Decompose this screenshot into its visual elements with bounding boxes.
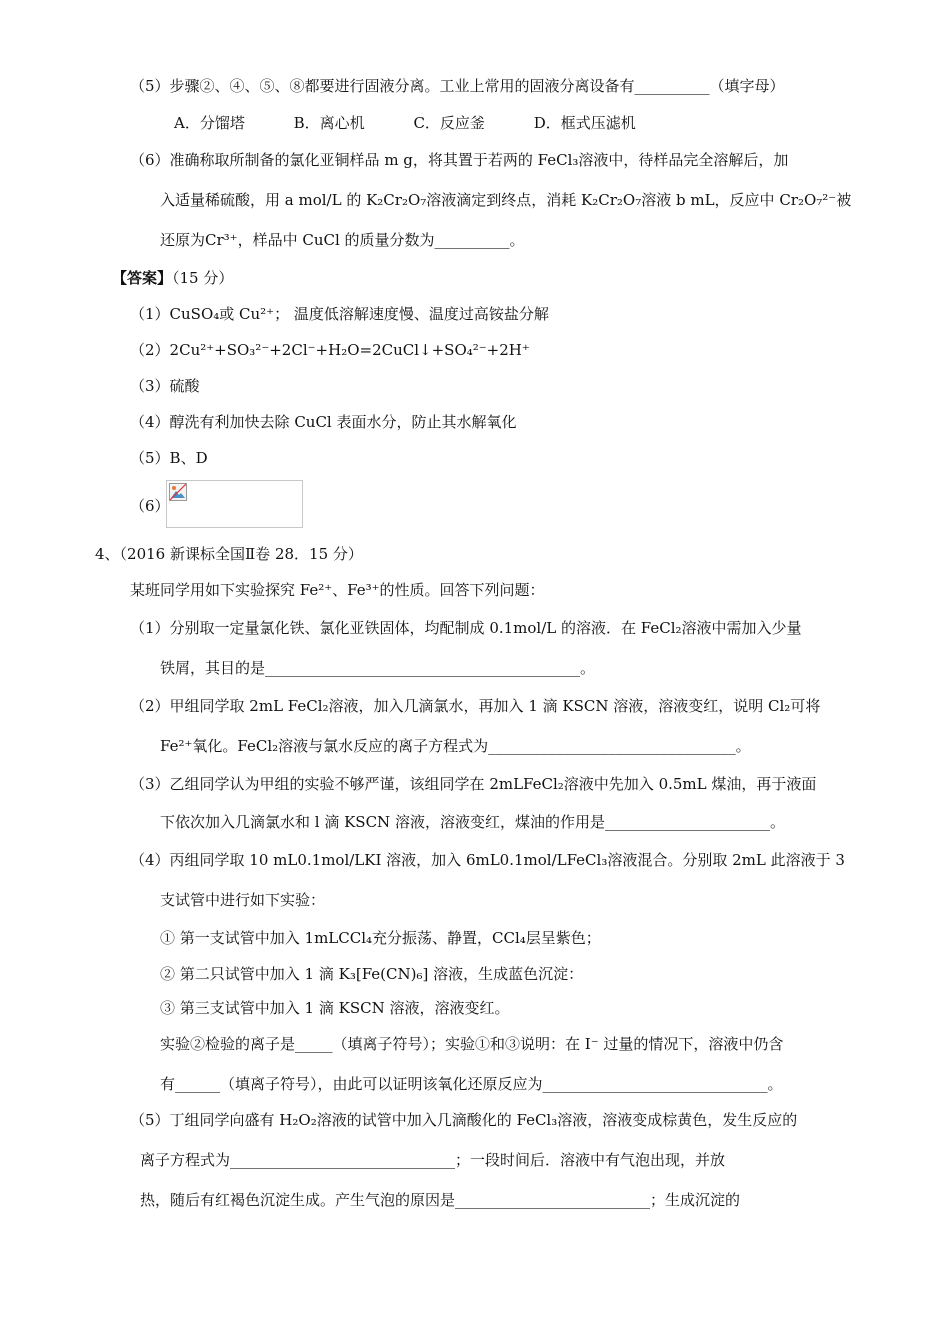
q6-line-2: 入适量稀硫酸，用 a mol/L 的 K₂Cr₂O₇溶液滴定到终点，消耗 K₂Cr₂O₇溶液 b mL，反应中 Cr₂O₇²⁻被 xyxy=(160,191,852,209)
q4-line-9: ① 第一支试管中加入 1mLCCl₄充分振荡、静置，CCl₄层呈紫色； xyxy=(160,929,601,947)
question-4-intro: 某班同学用如下实验探究 Fe²⁺、Fe³⁺的性质。回答下列问题： xyxy=(130,581,545,599)
q4-line-8: 支试管中进行如下实验： xyxy=(160,891,326,909)
q4-line-4: Fe²⁺氧化。FeCl₂溶液与氯水反应的离子方程式为_________________________________。 xyxy=(160,737,751,755)
q4-line-10: ② 第二只试管中加入 1 滴 K₃[Fe(CN)₆] 溶液，生成蓝色沉淀： xyxy=(160,965,584,983)
q4-line-7: （4）丙组同学取 10 mL0.1mol/LKI 溶液，加入 6mL0.1mol/LFeCl₃溶液混合。分别取 2mL 此溶液于 3 xyxy=(130,851,845,869)
q4-line-11: ③ 第三支试管中加入 1 滴 KSCN 溶液，溶液变红。 xyxy=(160,999,510,1017)
answer-label: 【答案】 xyxy=(112,269,173,287)
option-c: C．反应釜 xyxy=(413,114,485,132)
answer-points: （15 分） xyxy=(172,269,234,287)
q6-line-1: （6）准确称取所制备的氯化亚铜样品 m g，将其置于若两的 FeCl₃溶液中，待样品完全溶解后，加 xyxy=(130,151,789,169)
option-d: D．框式压滤机 xyxy=(533,114,636,132)
q4-line-15: 离子方程式为______________________________；一段时间后．溶液中有气泡出现，并放 xyxy=(140,1151,726,1169)
q4-line-3: （2）甲组同学取 2mL FeCl₂溶液，加入几滴氯水，再加入 1 滴 KSCN 溶液，溶液变红，说明 Cl₂可将 xyxy=(130,697,821,715)
q4-line-13: 有______（填离子符号），由此可以证明该氧化还原反应为______________________________。 xyxy=(160,1075,783,1093)
broken-image-icon xyxy=(169,483,187,501)
q4-line-12: 实验②检验的离子是_____（填离子符号）；实验①和③说明：在 I⁻ 过量的情况下，溶液中仍含 xyxy=(160,1035,784,1053)
q4-line-14: （5）丁组同学向盛有 H₂O₂溶液的试管中加入几滴酸化的 FeCl₃溶液，溶液变成棕黄色，发生反应的 xyxy=(130,1111,798,1129)
option-b: B．离心机 xyxy=(293,114,365,132)
answer-image-placeholder xyxy=(166,480,303,528)
question-4-header: 4、（2016 新课标全国Ⅱ卷 28．15 分） xyxy=(95,545,363,563)
q4-line-16: 热，随后有红褐色沉淀生成。产生气泡的原因是__________________________；生成沉淀的 xyxy=(140,1191,741,1209)
q4-line-2: 铁屑，其目的是__________________________________________。 xyxy=(160,659,596,677)
option-a: A．分馏塔 xyxy=(174,114,245,132)
answer-item-3: （3）硫酸 xyxy=(130,377,200,395)
answer-item-5: （5）B、D xyxy=(130,449,208,467)
answer-item-4: （4）醇洗有利加快去除 CuCl 表面水分，防止其水解氧化 xyxy=(130,413,517,431)
answer-item-2: （2）2Cu²⁺+SO₃²⁻+2Cl⁻+H₂O=2CuCl↓+SO₄²⁻+2H⁺ xyxy=(130,341,530,359)
answer-item-6: （6） xyxy=(130,497,170,515)
answer-header xyxy=(112,268,233,288)
q5-text: （5）步骤②、④、⑤、⑧都要进行固液分离。工业上常用的固液分离设备有__________（填字母） xyxy=(130,77,785,95)
answer-item-1: （1）CuSO₄或 Cu²⁺； 温度低溶解速度慢、温度过高铵盐分解 xyxy=(130,305,549,323)
q4-line-1: （1）分别取一定量氯化铁、氯化亚铁固体，均配制成 0.1mol/L 的溶液．在 FeCl₂溶液中需加入少量 xyxy=(130,619,802,637)
q6-line-3: 还原为Cr³⁺，样品中 CuCl 的质量分数为__________。 xyxy=(160,231,525,249)
q4-line-6: 下依次加入几滴氯水和 l 滴 KSCN 溶液，溶液变红，煤油的作用是______________________。 xyxy=(160,813,785,831)
q5-options xyxy=(174,113,680,133)
q4-line-5: （3）乙组同学认为甲组的实验不够严谨，该组同学在 2mLFeCl₂溶液中先加入 0.5mL 煤油，再于液面 xyxy=(130,775,817,793)
